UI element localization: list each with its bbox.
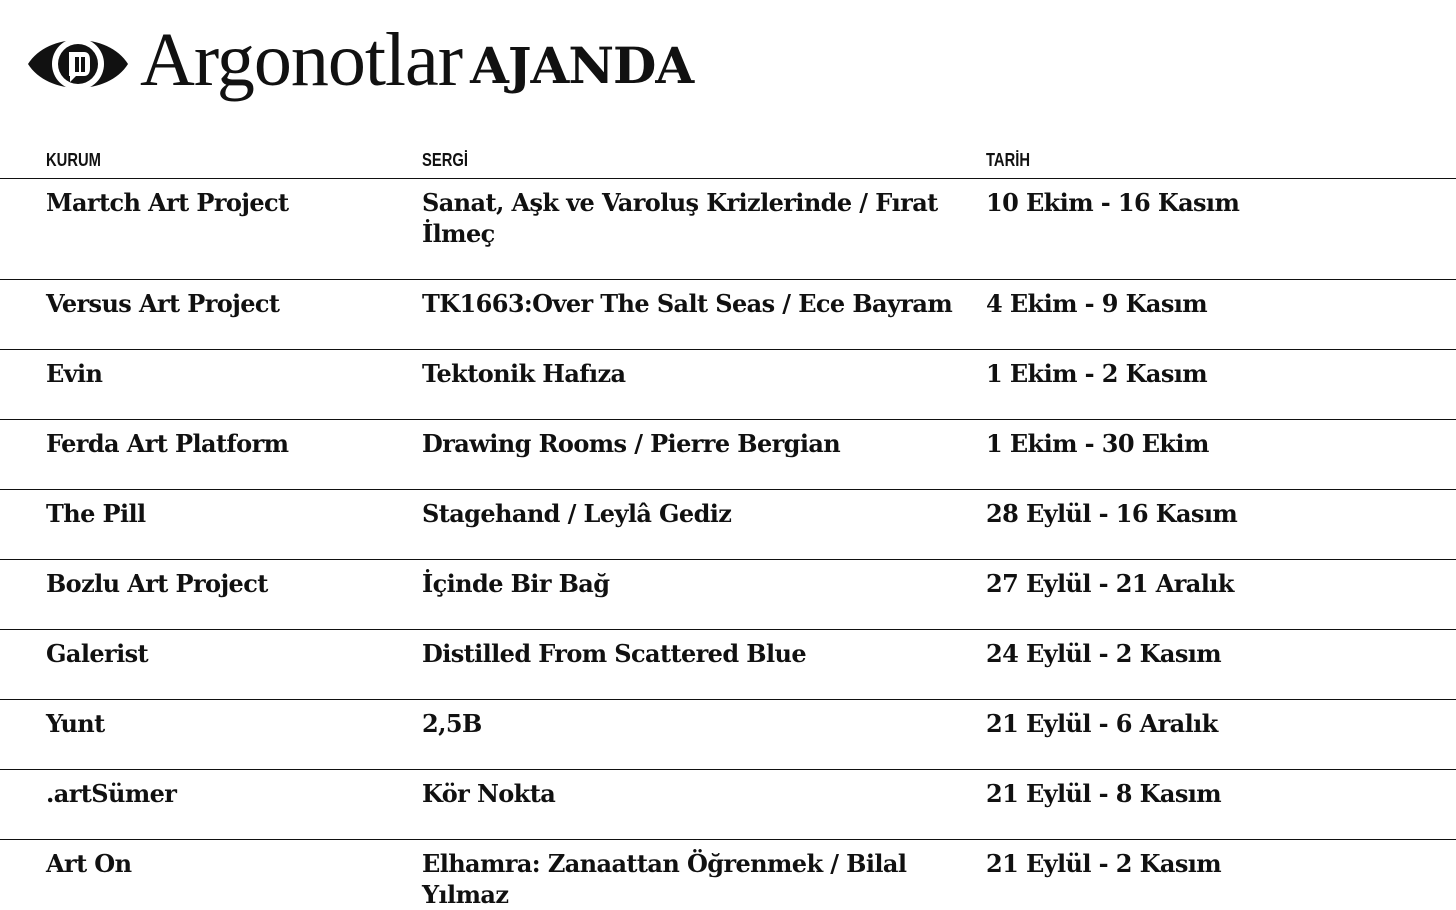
cell-tarih: 28 Eylül - 16 Kasım bbox=[986, 499, 1238, 528]
cell-tarih: 21 Eylül - 2 Kasım bbox=[986, 849, 1222, 878]
cell-tarih: 21 Eylül - 6 Aralık bbox=[986, 709, 1218, 738]
table-row bbox=[0, 770, 1456, 840]
table-row bbox=[0, 280, 1456, 350]
cell-tarih: 1 Ekim - 2 Kasım bbox=[986, 359, 1208, 388]
cell-tarih: 27 Eylül - 21 Aralık bbox=[986, 569, 1234, 598]
cell-sergi: Sanat, Aşk ve Varoluş Krizlerinde / Fırat İlmeç bbox=[422, 188, 938, 248]
cell-sergi: Distilled From Scattered Blue bbox=[422, 639, 807, 668]
cell-sergi: TK1663:Over The Salt Seas / Ece Bayram bbox=[422, 289, 953, 318]
column-header-kurum: KURUM bbox=[46, 150, 101, 170]
cell-kurum: Martch Art Project bbox=[46, 188, 289, 217]
cell-tarih: 10 Ekim - 16 Kasım bbox=[986, 188, 1240, 217]
cell-kurum: The Pill bbox=[46, 499, 146, 528]
cell-kurum: Ferda Art Platform bbox=[46, 429, 289, 458]
table-row bbox=[0, 700, 1456, 770]
page-header bbox=[26, 18, 694, 104]
table-row bbox=[0, 630, 1456, 700]
cell-sergi: Tektonik Hafıza bbox=[422, 359, 626, 388]
cell-sergi: İçinde Bir Bağ bbox=[422, 569, 610, 598]
brand-subtitle: AJANDA bbox=[470, 36, 694, 95]
eye-logo-icon[interactable] bbox=[26, 28, 130, 100]
cell-sergi: Drawing Rooms / Pierre Bergian bbox=[422, 429, 841, 458]
table-row bbox=[0, 420, 1456, 490]
cell-kurum: .artSümer bbox=[46, 779, 177, 808]
cell-tarih: 1 Ekim - 30 Ekim bbox=[986, 429, 1209, 458]
cell-sergi: Elhamra: Zanaattan Öğrenmek / Bilal Yılmaz bbox=[422, 849, 907, 909]
table-header bbox=[0, 140, 1456, 179]
table-row bbox=[0, 490, 1456, 560]
table-row bbox=[0, 350, 1456, 420]
cell-sergi: 2,5B bbox=[422, 709, 482, 738]
table-row bbox=[0, 560, 1456, 630]
column-header-tarih: TARİH bbox=[986, 150, 1031, 170]
cell-tarih: 24 Eylül - 2 Kasım bbox=[986, 639, 1222, 668]
cell-kurum: Bozlu Art Project bbox=[46, 569, 268, 598]
cell-kurum: Versus Art Project bbox=[46, 289, 280, 318]
exhibition-table bbox=[0, 140, 1456, 909]
cell-tarih: 4 Ekim - 9 Kasım bbox=[986, 289, 1208, 318]
cell-kurum: Art On bbox=[46, 849, 132, 878]
cell-sergi: Stagehand / Leylâ Gediz bbox=[422, 499, 732, 528]
brand-name: Argonotlar bbox=[140, 18, 463, 102]
cell-sergi: Kör Nokta bbox=[422, 779, 556, 808]
table-row bbox=[0, 179, 1456, 280]
cell-kurum: Yunt bbox=[46, 709, 105, 738]
cell-kurum: Galerist bbox=[46, 639, 148, 668]
table-row bbox=[0, 840, 1456, 909]
cell-kurum: Evin bbox=[46, 359, 103, 388]
cell-tarih: 21 Eylül - 8 Kasım bbox=[986, 779, 1222, 808]
column-header-sergi: SERGİ bbox=[422, 150, 468, 170]
